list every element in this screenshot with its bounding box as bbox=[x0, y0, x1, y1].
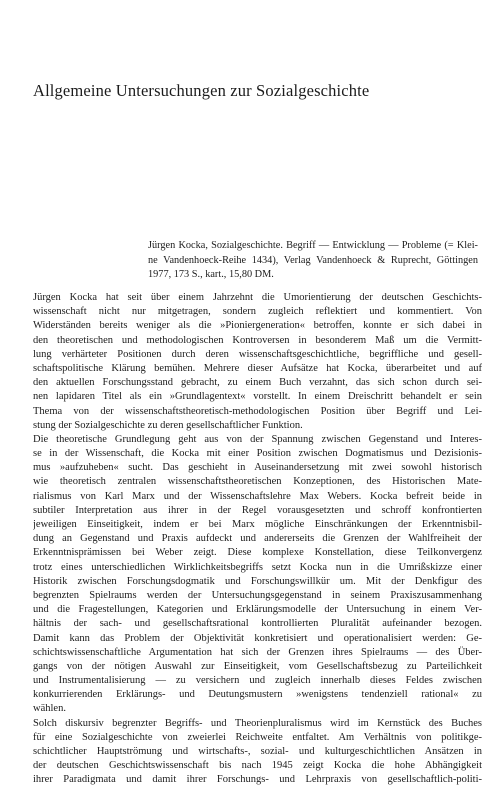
body-line: rialismus von Karl Marx und der Wissenschaftslehre Max Webers. Kocka befreit beide in bbox=[33, 490, 482, 502]
body-line: schichtswissenschaftliche Argumentation hat sich der Grenzen ihres Spielraums — des Über- bbox=[33, 646, 482, 658]
body-line: gangs von der nötigen Auswahl zur Einseitigkeit, vom Gesellschaftsbezug zu Parteilichkeit bbox=[33, 660, 482, 672]
body-line: jeweiligen Einseitigkeit, indem er bei Marx mögliche Einschränkungen der Erkenntnisbil- bbox=[33, 519, 482, 530]
body-line: Erkenntnisprämissen bei Weber zeigt. Diese komplexe Konstellation, diese Teilkonvergenz bbox=[33, 547, 482, 559]
body-line: wie theoretisch zentralen wissenschaftstheoretischen Konzeptionen, des Historischen Mate- bbox=[33, 476, 482, 488]
body-line: wählen. bbox=[33, 703, 66, 715]
body-line: schaftspolitische Klärung bemühen. Mehrere dieser Aufsätze hat Kocka, überarbeitet und auf bbox=[33, 362, 482, 374]
body-line: Historik zwischen Forschungsdogmatik und Forschungswillkür um. Mit der Denkfigur des bbox=[33, 575, 482, 587]
body-line: dung an Gegenstand und Praxis aufdeckt und andererseits die Grenzen der Wahlfreiheit der bbox=[33, 533, 482, 545]
body-line: subtiler Interpretation aus ihrer in der Regel vorausgesetzten und schroff konfrontierten bbox=[33, 504, 482, 516]
body-line: Thema von der wissenschaftstheoretisch-methodologischen Position über Begriff und Lei- bbox=[33, 405, 482, 417]
body-line: trotz eines unterschiedlichen Wirklichkeitsbegriffs setzt Kocka nun in die Umrißskizze einer bbox=[33, 561, 482, 573]
body-line: Die theoretische Grundlegung geht aus von der Spannung zwischen Gegenstand und Interes- bbox=[33, 433, 482, 445]
body-line: und Instrumentalisierung — zu versichern und zugleich innerhalb dieses Feldes zwischen bbox=[33, 675, 482, 687]
body-line: Jürgen Kocka hat seit über einem Jahrzehnt die Umorientierung der deutschen Geschichts- bbox=[33, 292, 482, 303]
citation-line: 1977, 173 S., kart., 15,80 DM. bbox=[148, 269, 274, 281]
body-line: mus »aufzuheben« sucht. Das geschieht in Auseinandersetzung mit zwei sowohl historisch bbox=[33, 462, 482, 474]
body-line: Widerständen bereits weniger als die »Pioniergeneration« betroffen, konnte er sich dabei in bbox=[33, 320, 482, 332]
body-line: hältnis der sach- und gesellschaftsrational kontrollierten Pluralität aufeinander bezogen. bbox=[33, 618, 482, 630]
body-line: Damit kann das Problem der Objektivität konkretisiert und operationalisiert werden: Ge- bbox=[33, 632, 482, 644]
body-line: lung verhärteter Positionen durch deren wissenschaftsgeschichtliche, begriffliche und gesell- bbox=[33, 348, 482, 360]
body-line: und die Fragestellungen, Kategorien und Erklärungsmodelle der Untersuchung in einem Ver- bbox=[33, 604, 482, 616]
body-line: nen lapidaren Titel als ein »Grundlagentext« vorstellt. In einem Dreischritt behandelt er sein bbox=[33, 391, 482, 403]
citation-block bbox=[148, 239, 478, 283]
citation-line: ne Vandenhoeck-Reihe 1434), Verlag Vandenhoeck & Ruprecht, Göttingen bbox=[148, 254, 478, 266]
body-line: den theoretischen und methodologischen Kontroversen in besonderem Maß um die Vermitt- bbox=[33, 334, 482, 346]
body-line: stung der Sozialgeschichte zu deren gesellschaftlicher Funktion. bbox=[33, 419, 303, 431]
body-line: se in der Wissenschaft, die Kocka mit einer Position zwischen Dogmatismus und Dezisionis- bbox=[33, 448, 482, 460]
review-body bbox=[33, 291, 482, 788]
body-line: begrenzten Spielraums werden der Untersuchungsgegenstand in seinem Praxiszusammenhang bbox=[33, 589, 482, 601]
body-line: der deutschen Geschichtswissenschaft bis nach 1945 zeigt Kocka die hohe Abhängigkeit bbox=[33, 760, 482, 772]
body-line: konkurrierenden Erklärungs- und Deutungsmustern »wenigstens tendenziell rational« zu bbox=[33, 689, 482, 701]
body-line: für eine Sozialgeschichte von zweierlei Reichweite entfaltet. Am Verhältnis von politikge- bbox=[33, 731, 482, 743]
body-line: wissenschaft nicht nur mitgetragen, sondern zugleich reflektiert und kommentiert. Von bbox=[33, 306, 482, 318]
body-line: schichtlicher Hauptströmung und wirtschafts-, sozial- und kulturgeschichtlichen Ansätzen in bbox=[33, 746, 482, 757]
body-line: den aktuellen Forschungsstand gebracht, zu einem Buch verzahnt, das sich schon durch sei- bbox=[33, 377, 482, 389]
body-line: Solch diskursiv begrenzter Begriffs- und Theorienpluralismus wird im Kernstück des Buches bbox=[33, 717, 482, 729]
citation-line: Jürgen Kocka, Sozialgeschichte. Begriff — Entwicklung — Probleme (= Klei- bbox=[148, 240, 478, 251]
page-title: Allgemeine Untersuchungen zur Sozialgeschichte bbox=[33, 81, 370, 100]
body-line: ihrer Paradigmata und damit ihrer Forschungs- und Lehrpraxis von gesellschaftlich-politi- bbox=[33, 774, 482, 786]
